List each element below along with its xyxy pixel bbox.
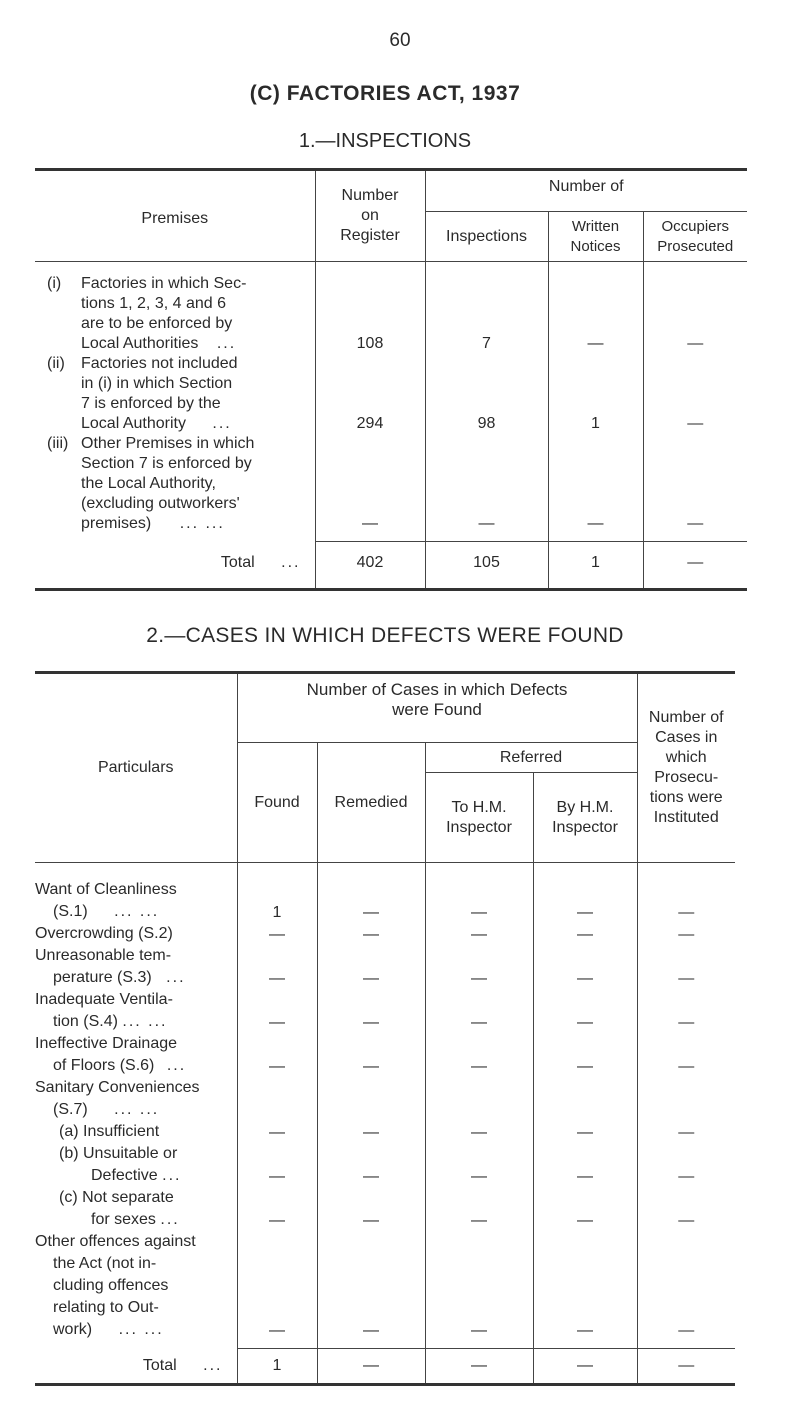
remedied-value: — [317,1143,425,1187]
found-value: — [237,1143,317,1187]
header-referred: Referred [425,743,637,773]
total-row [35,1349,735,1385]
found-value: — [237,945,317,989]
header-particulars: Particulars [35,673,237,863]
notices-value: — [548,274,643,354]
to-hm-value: — [425,945,533,989]
defect-label: (b) Unsuitable or Defective ... [59,1144,182,1184]
found-value: — [237,923,317,945]
by-hm-value: — [533,1143,637,1187]
defect-label: (a) Insufficient [59,1122,160,1140]
header-inspections: Inspections [425,212,548,262]
header-number-of: Number of [425,170,747,212]
to-hm-value: — [425,1231,533,1341]
prosecutions-value: — [637,1033,735,1077]
register-value: 108 [315,274,425,354]
defect-label: Ineffective Drainage of Floors (S.6) ... [35,1034,187,1074]
remedied-value: — [317,989,425,1033]
notices-value: 1 [548,354,643,434]
prosecutions-value: — [637,879,735,923]
premises-row [35,274,747,354]
defect-label: Unreasonable tem- perature (S.3) ... [35,946,186,986]
header-remedied: Remedied [317,743,425,863]
total-row [35,542,747,584]
header-written-notices: Written Notices [548,212,643,262]
header-prosecutions: Number of Cases in which Prosecu- tions were Instituted [637,673,735,863]
inspections-value: 7 [425,274,548,354]
defect-label: Overcrowding (S.2) [35,924,173,942]
found-value: — [237,1231,317,1341]
defect-label: (c) Not separate for sexes ... [59,1188,180,1228]
premises-row [35,434,747,534]
prosecutions-value: — [637,1231,735,1341]
header-by-hm-inspector: By H.M. Inspector [533,773,637,863]
total-inspections: 105 [425,542,548,584]
premises-row [35,354,747,434]
prosecutions-value: — [637,923,735,945]
by-hm-value: — [533,1121,637,1143]
defect-row [35,945,735,989]
remedied-value: — [317,1121,425,1143]
total-label: Total ... [142,1356,223,1374]
to-hm-value: — [425,989,533,1033]
premises-label: (ii) Factories not included in (i) in which Section 7 is enforced by the Local Authority ... [47,354,238,432]
total-by-hm: — [533,1349,637,1385]
header-to-hm-inspector: To H.M. Inspector [425,773,533,863]
header-found: Found [237,743,317,863]
defect-row [35,1187,735,1231]
by-hm-value: — [533,923,637,945]
total-prosecutions: — [637,1349,735,1385]
total-to-hm: — [425,1349,533,1385]
inspections-heading: 1.—INSPECTIONS [298,130,472,152]
to-hm-value: — [425,923,533,945]
found-value: — [237,989,317,1033]
header-cases-found: Number of Cases in which Defects were Found [237,673,637,743]
defect-label: Other offences against the Act (not in- cluding offences relating to Out- work) ... ... [35,1232,196,1338]
prosecuted-value: — [643,274,747,354]
remedied-value: — [317,1231,425,1341]
header-occupiers-prosecuted: Occupiers Prosecuted [643,212,747,262]
prosecuted-value: — [643,354,747,434]
to-hm-value: — [425,879,533,923]
prosecutions-value: — [637,1187,735,1231]
prosecutions-value: — [637,1121,735,1143]
by-hm-value: — [533,945,637,989]
defect-row [35,1033,735,1077]
defect-row [35,1231,735,1341]
page-number: 60 [389,30,411,51]
prosecutions-value: — [637,1143,735,1187]
prosecutions-value: — [637,945,735,989]
found-value: 1 [237,879,317,923]
total-label: Total ... [220,553,301,571]
total-found: 1 [237,1349,317,1385]
total-remedied: — [317,1349,425,1385]
defect-row [35,923,735,945]
prosecuted-value: — [643,434,747,534]
premises-label: (iii) Other Premises in which Section 7 is enforced by the Local Authority, (excluding outworkers' premises) ... ... [47,434,255,532]
defects-table [35,671,735,1386]
remedied-value: — [317,945,425,989]
total-prosecuted: — [643,542,747,584]
defect-row [35,989,735,1033]
prosecutions-value: — [637,989,735,1033]
found-value: — [237,1033,317,1077]
sanitary-heading-row [35,1077,735,1121]
header-premises: Premises [35,170,315,262]
defect-row [35,1121,735,1143]
inspections-value: 98 [425,354,548,434]
defect-label: Want of Cleanliness (S.1) ... ... [35,880,177,920]
defect-row [35,1143,735,1187]
sanitary-label: Sanitary Conveniences (S.7) ... ... [35,1078,200,1118]
inspections-table [35,168,747,591]
document-title: (C) FACTORIES ACT, 1937 [249,82,521,105]
by-hm-value: — [533,1231,637,1341]
by-hm-value: — [533,879,637,923]
defect-label: Inadequate Ventila- tion (S.4) ... ... [35,990,173,1030]
to-hm-value: — [425,1033,533,1077]
by-hm-value: — [533,1033,637,1077]
by-hm-value: — [533,989,637,1033]
notices-value: — [548,434,643,534]
header-number-on-register: Number on Register [315,170,425,262]
premises-label: (i) Factories in which Sec- tions 1, 2, 3, 4 and 6 are to be enforced by Local Authorities ... [47,274,247,352]
defects-heading: 2.—CASES IN WHICH DEFECTS WERE FOUND [146,624,624,647]
register-value: — [315,434,425,534]
remedied-value: — [317,923,425,945]
inspections-value: — [425,434,548,534]
found-value: — [237,1187,317,1231]
remedied-value: — [317,1033,425,1077]
defect-row [35,879,735,923]
total-register: 402 [315,542,425,584]
remedied-value: — [317,1187,425,1231]
to-hm-value: — [425,1187,533,1231]
found-value: — [237,1121,317,1143]
total-notices: 1 [548,542,643,584]
to-hm-value: — [425,1143,533,1187]
by-hm-value: — [533,1187,637,1231]
register-value: 294 [315,354,425,434]
remedied-value: — [317,879,425,923]
to-hm-value: — [425,1121,533,1143]
